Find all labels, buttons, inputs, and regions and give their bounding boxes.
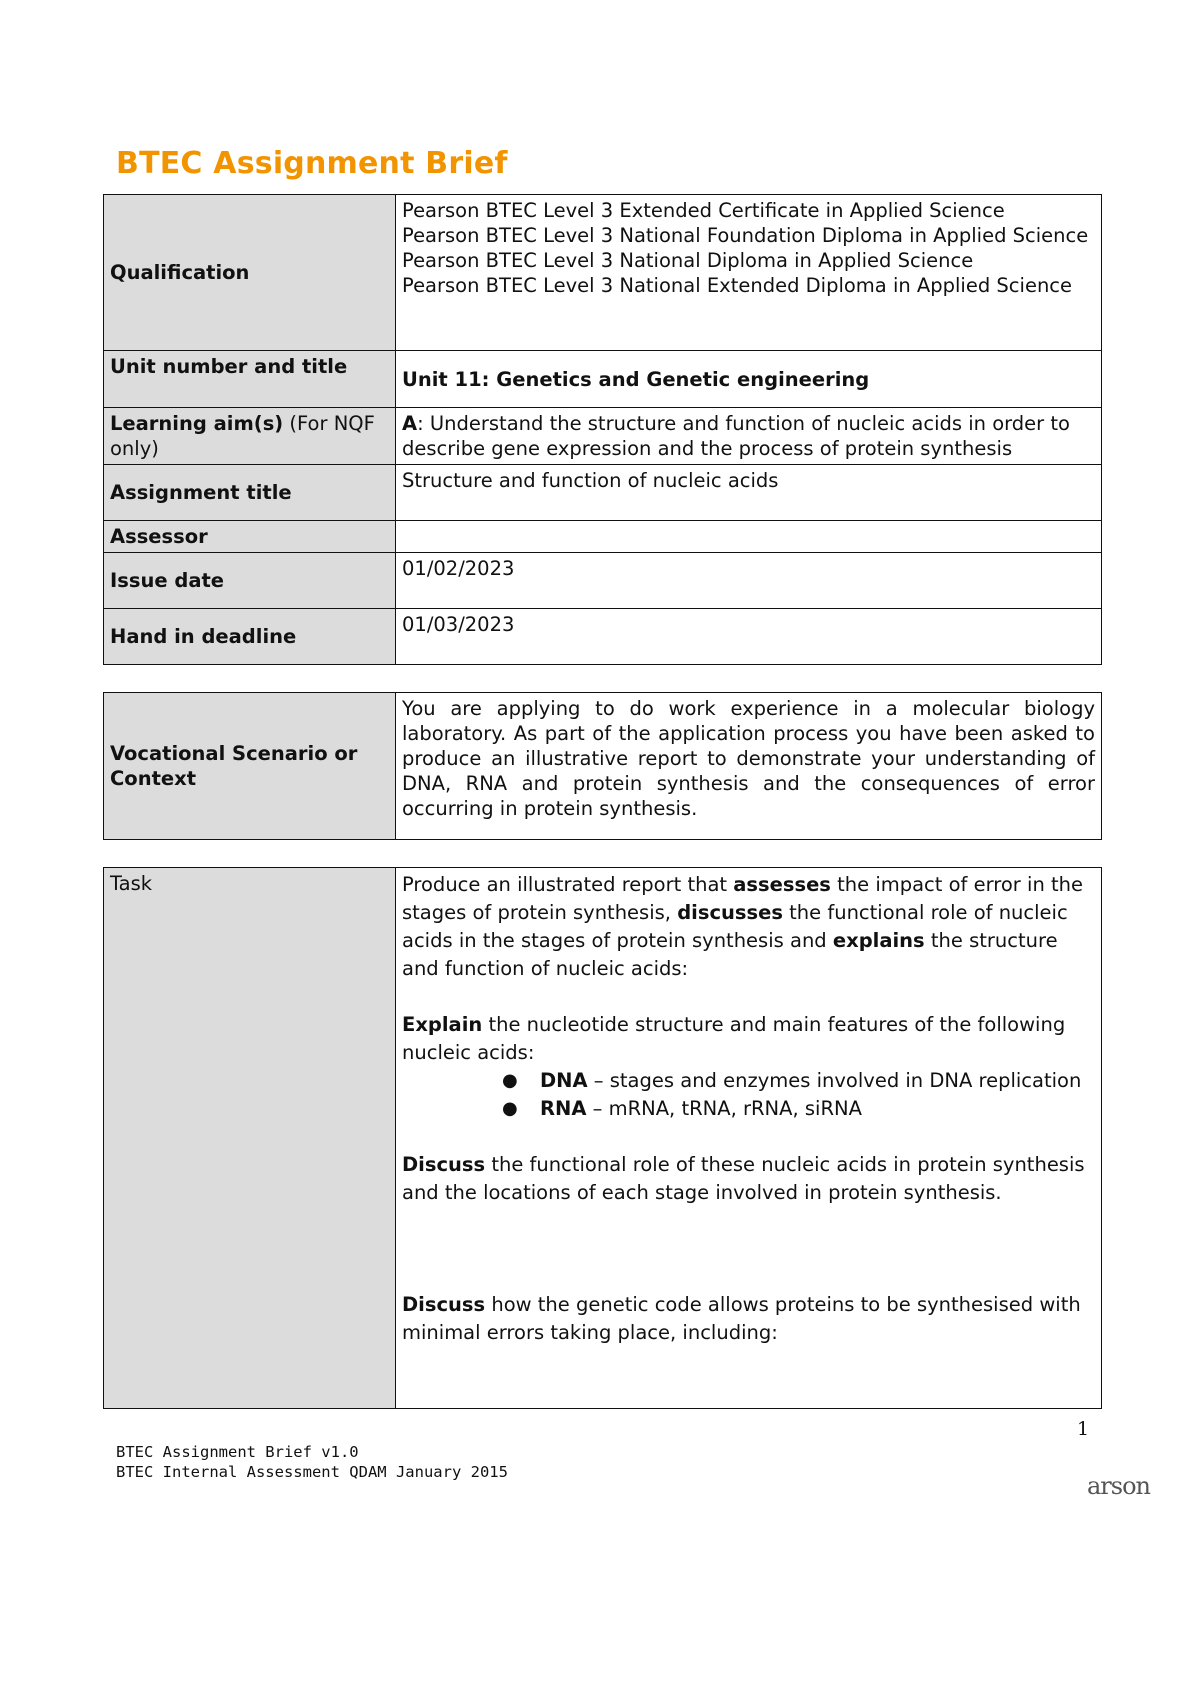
qualification-value <box>396 195 1102 351</box>
unit-label: Unit number and title <box>104 351 396 408</box>
task-keyword: explains <box>832 929 925 952</box>
learning-aim-letter: A <box>402 412 418 435</box>
learning-aim-label-note: (For NQF only) <box>110 412 375 460</box>
list-item-text: – stages and enzymes involved in DNA replication <box>587 1069 1082 1092</box>
qualification-row <box>104 195 1102 351</box>
task-label: Task <box>104 868 396 1409</box>
qualification-label: Qualification <box>104 195 396 351</box>
task-explain-text: the nucleotide structure and main features of the following nucleic acids: <box>402 1013 1066 1064</box>
qualification-line: Pearson BTEC Level 3 Extended Certificate in Applied Science <box>402 199 1005 222</box>
issue-date-row <box>104 553 1102 609</box>
task-keyword: Discuss <box>402 1293 486 1316</box>
task-keyword: RNA <box>540 1097 587 1120</box>
task-keyword: assesses <box>733 873 831 896</box>
task-discuss-2 <box>402 1291 1095 1347</box>
issue-date-label: Issue date <box>104 553 396 609</box>
deadline-value: 01/03/2023 <box>396 609 1102 665</box>
page-number: 1 <box>1077 1418 1090 1440</box>
list-item-text: – mRNA, tRNA, rRNA, siRNA <box>586 1097 862 1120</box>
scenario-row <box>104 693 1102 840</box>
task-keyword: discusses <box>677 901 783 924</box>
scenario-text: You are applying to do work experience in a molecular biology laboratory. As part of the application process you have been asked to produce an illustrative report to demonstrate your understanding of DNA, RNA and protein synthesis and the consequences of error occurring in protein synthesis. <box>396 693 1102 840</box>
qualification-line: Pearson BTEC Level 3 National Extended Diploma in Applied Science <box>402 274 1073 297</box>
task-intro-text: the impact of error in the stages of protein synthesis, <box>402 873 1084 924</box>
scenario-label: Vocational Scenario or Context <box>104 693 396 840</box>
deadline-row <box>104 609 1102 665</box>
task-keyword: Explain <box>402 1013 483 1036</box>
assignment-title-label: Assignment title <box>104 465 396 521</box>
bullet-icon: ● <box>502 1070 518 1091</box>
issue-date-value: 01/02/2023 <box>396 553 1102 609</box>
task-body <box>396 868 1102 1409</box>
task-table <box>103 867 1102 1409</box>
footer-line: BTEC Internal Assessment QDAM January 2015 <box>116 1463 508 1481</box>
qualification-line: Pearson BTEC Level 3 National Foundation Diploma in Applied Science <box>402 224 1089 247</box>
footer-line: BTEC Assignment Brief v1.0 <box>116 1443 359 1461</box>
learning-aim-text: : Understand the structure and function of nucleic acids in order to describe gene expression and the process of protein synthesis <box>402 412 1070 460</box>
task-intro <box>402 871 1095 983</box>
assessor-row <box>104 521 1102 553</box>
task-keyword: DNA <box>540 1069 588 1092</box>
list-item <box>502 1067 1095 1095</box>
footer <box>116 1442 508 1482</box>
details-table <box>103 194 1102 665</box>
list-item <box>502 1095 1095 1123</box>
learning-aim-row <box>104 408 1102 465</box>
assignment-title-value: Structure and function of nucleic acids <box>396 465 1102 521</box>
page-title: BTEC Assignment Brief <box>116 146 508 181</box>
assessor-value <box>396 521 1102 553</box>
deadline-label: Hand in deadline <box>104 609 396 665</box>
unit-value: Unit 11: Genetics and Genetic engineering <box>396 351 1102 408</box>
learning-aim-value <box>396 408 1102 465</box>
task-discuss-1 <box>402 1151 1095 1207</box>
task-row <box>104 868 1102 1409</box>
bullet-icon: ● <box>502 1098 518 1119</box>
assessor-label: Assessor <box>104 521 396 553</box>
task-discuss-text: how the genetic code allows proteins to be synthesised with minimal errors taking place, including: <box>402 1293 1081 1344</box>
learning-aim-label-bold: Learning aim(s) <box>110 412 284 435</box>
task-discuss-text: the functional role of these nucleic acids in protein synthesis and the locations of each stage involved in protein synthesis. <box>402 1153 1085 1204</box>
pearson-logo: arson <box>1087 1472 1151 1500</box>
task-keyword: Discuss <box>402 1153 486 1176</box>
task-intro-text: the structure and function of nucleic acids: <box>402 929 1058 980</box>
task-intro-text: Produce an illustrated report that <box>402 873 734 896</box>
task-explain <box>402 1011 1095 1067</box>
qualification-line: Pearson BTEC Level 3 National Diploma in Applied Science <box>402 249 974 272</box>
task-intro-text: the functional role of nucleic acids in the stages of protein synthesis and <box>402 901 1068 952</box>
nucleic-acid-list <box>502 1067 1095 1123</box>
scenario-table <box>103 692 1102 840</box>
learning-aim-label <box>104 408 396 465</box>
unit-row <box>104 351 1102 408</box>
assignment-title-row <box>104 465 1102 521</box>
